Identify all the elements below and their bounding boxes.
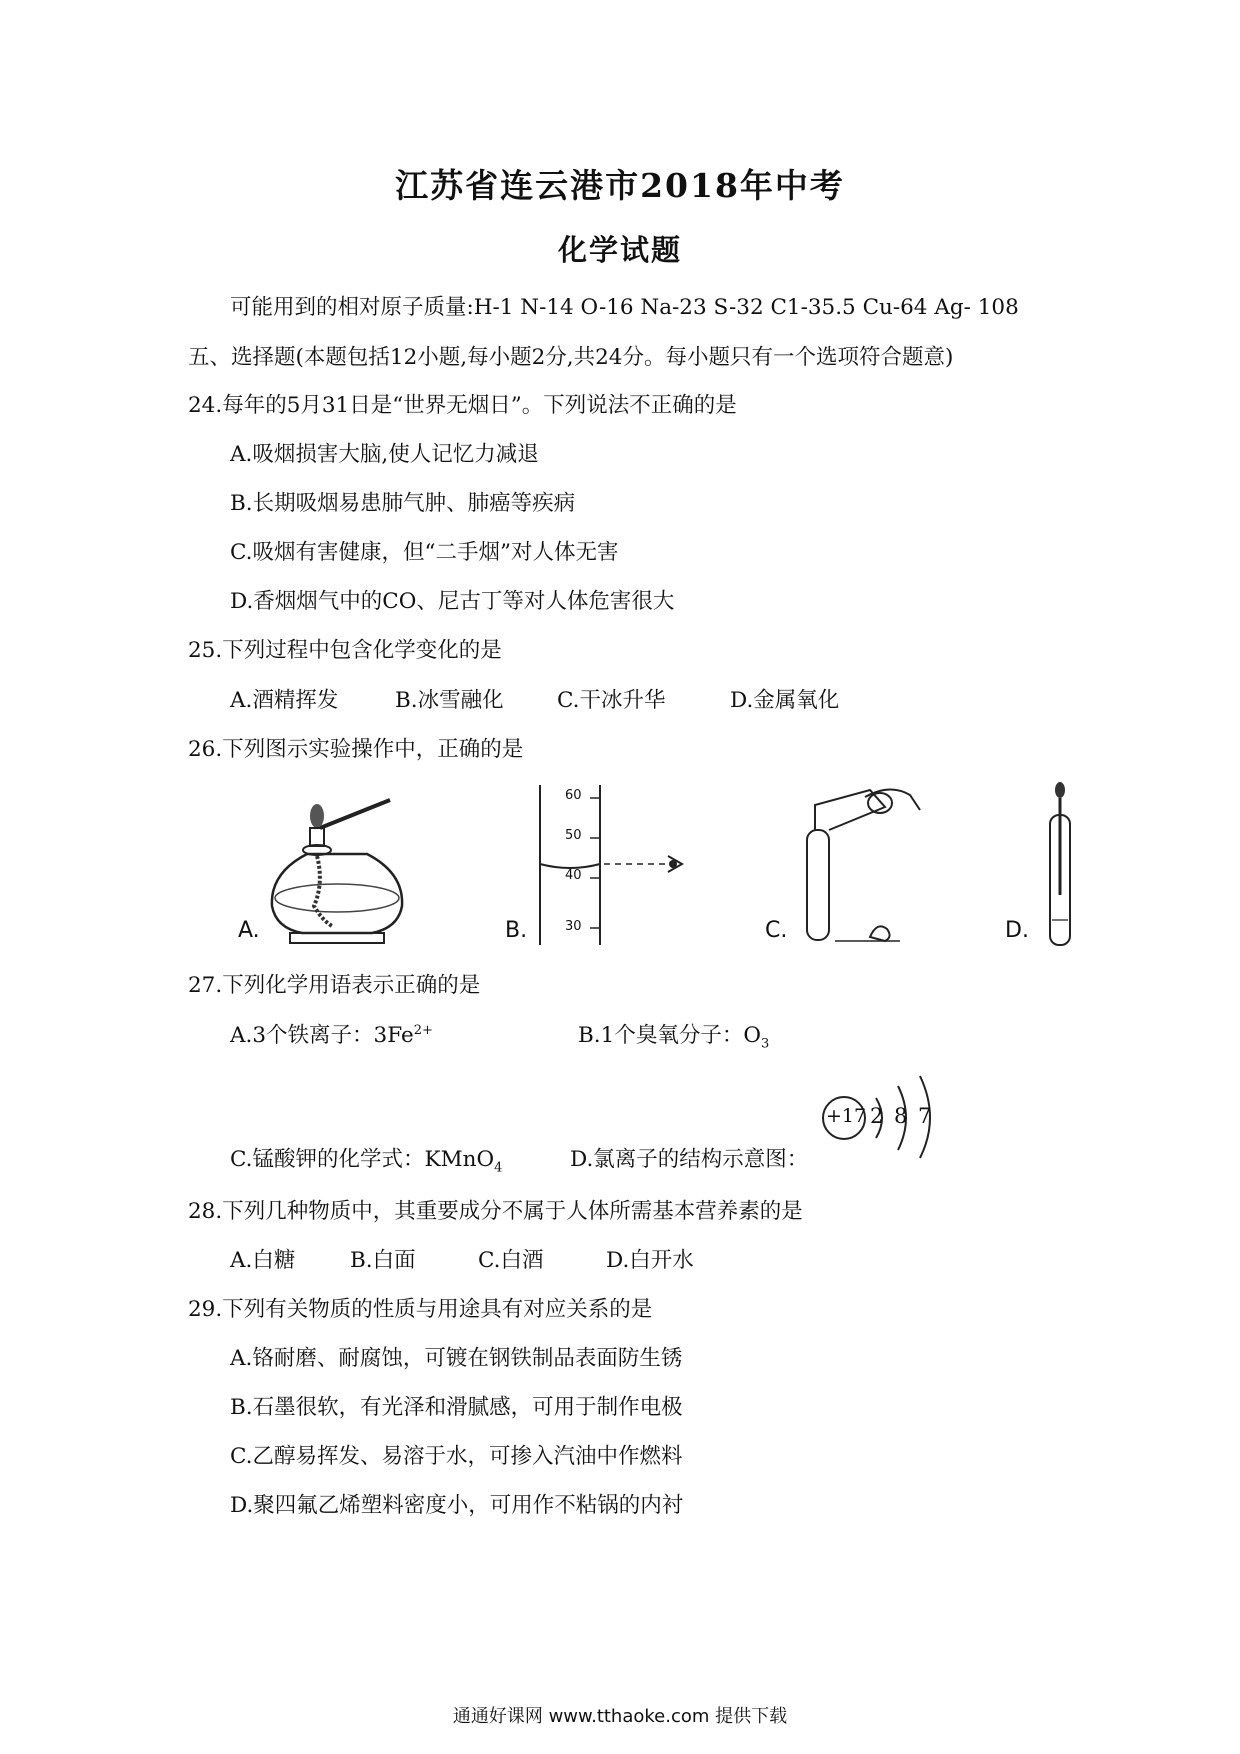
q26-label-a: A. bbox=[238, 918, 260, 943]
q25-option-a: A.酒精挥发 bbox=[230, 688, 339, 713]
q27-option-d: D.氯离子的结构示意图： bbox=[570, 1147, 809, 1172]
q28-option-a: A.白糖 bbox=[230, 1248, 296, 1273]
q27-option-b: B.1个臭氧分子：$O_3$ bbox=[578, 1023, 770, 1052]
footer-watermark: 通通好课网 www.tthaoke.com 提供下载 bbox=[452, 1706, 788, 1727]
q27-option-a: A.3个铁离子：$3Fe^{2+}$ bbox=[230, 1022, 433, 1048]
q28-option-c: C.白酒 bbox=[478, 1248, 544, 1273]
q29-option-a: A.铬耐磨、耐腐蚀，可镀在钢铁制品表面防生锈 bbox=[230, 1346, 683, 1371]
q28-stem: 28.下列几种物质中，其重要成分不属于人体所需基本营养素的是 bbox=[188, 1199, 803, 1224]
nucleus-charge: +17 bbox=[826, 1105, 867, 1127]
q27-stem: 27.下列化学用语表示正确的是 bbox=[188, 973, 481, 998]
cylinder-tick-30: 30 bbox=[565, 919, 582, 934]
q25-option-d: D.金属氧化 bbox=[730, 688, 840, 713]
q27-option-c: C.锰酸钾的化学式：KMnO$_4$ bbox=[230, 1147, 503, 1176]
q28-option-d: D.白开水 bbox=[606, 1248, 694, 1273]
section-heading: 五、选择题(本题包括12小题,每小题2分,共24分。每小题只有一个选项符合题意) bbox=[188, 345, 954, 370]
atomic-masses: 可能用到的相对原子质量:H-1 N-14 O-16 Na-23 S-32 C1-35.5 Cu-64 Ag- 108 bbox=[230, 295, 1019, 320]
shell-3-electrons: 7 bbox=[918, 1104, 932, 1128]
q29-option-b: B.石墨很软，有光泽和滑腻感，可用于制作电极 bbox=[230, 1395, 683, 1420]
q24-stem: 24.每年的5月31日是“世界无烟日”。下列说法不正确的是 bbox=[188, 393, 737, 418]
page-title: 江苏省连云港市2018年中考 bbox=[395, 166, 845, 205]
cylinder-tick-50: 50 bbox=[565, 828, 582, 843]
q25-stem: 25.下列过程中包含化学变化的是 bbox=[188, 638, 502, 663]
q26-label-c: C. bbox=[765, 918, 788, 943]
q28-option-b: B.白面 bbox=[350, 1248, 416, 1273]
page-subtitle: 化学试题 bbox=[557, 233, 682, 267]
cylinder-tick-60: 60 bbox=[565, 788, 582, 803]
q24-option-d: D.香烟烟气中的CO、尼古丁等对人体危害很大 bbox=[230, 589, 675, 614]
q26-label-d: D. bbox=[1005, 918, 1029, 943]
q25-option-b: B.冰雪融化 bbox=[395, 688, 504, 713]
graduated-cylinder-figure bbox=[530, 780, 700, 950]
q26-stem: 26.下列图示实验操作中，正确的是 bbox=[188, 737, 524, 762]
q24-option-c: C.吸烟有害健康，但“二手烟”对人体无害 bbox=[230, 540, 619, 565]
dropper-test-tube-figure bbox=[1040, 780, 1080, 950]
q29-option-d: D.聚四氟乙烯塑料密度小，可用作不粘锅的内衬 bbox=[230, 1493, 684, 1518]
cylinder-tick-40: 40 bbox=[565, 868, 582, 883]
q24-option-a: A.吸烟损害大脑,使人记忆力减退 bbox=[230, 442, 539, 467]
shell-2-electrons: 8 bbox=[894, 1104, 908, 1128]
q26-label-b: B. bbox=[505, 918, 528, 943]
alcohol-lamp-figure bbox=[262, 788, 412, 948]
shell-1-electrons: 2 bbox=[870, 1104, 884, 1128]
q29-stem: 29.下列有关物质的性质与用途具有对应关系的是 bbox=[188, 1297, 653, 1322]
q29-option-c: C.乙醇易挥发、易溶于水，可掺入汽油中作燃料 bbox=[230, 1444, 683, 1469]
q25-option-c: C.干冰升华 bbox=[557, 688, 666, 713]
pouring-liquid-figure bbox=[795, 785, 925, 945]
q24-option-b: B.长期吸烟易患肺气肿、肺癌等疾病 bbox=[230, 491, 576, 516]
